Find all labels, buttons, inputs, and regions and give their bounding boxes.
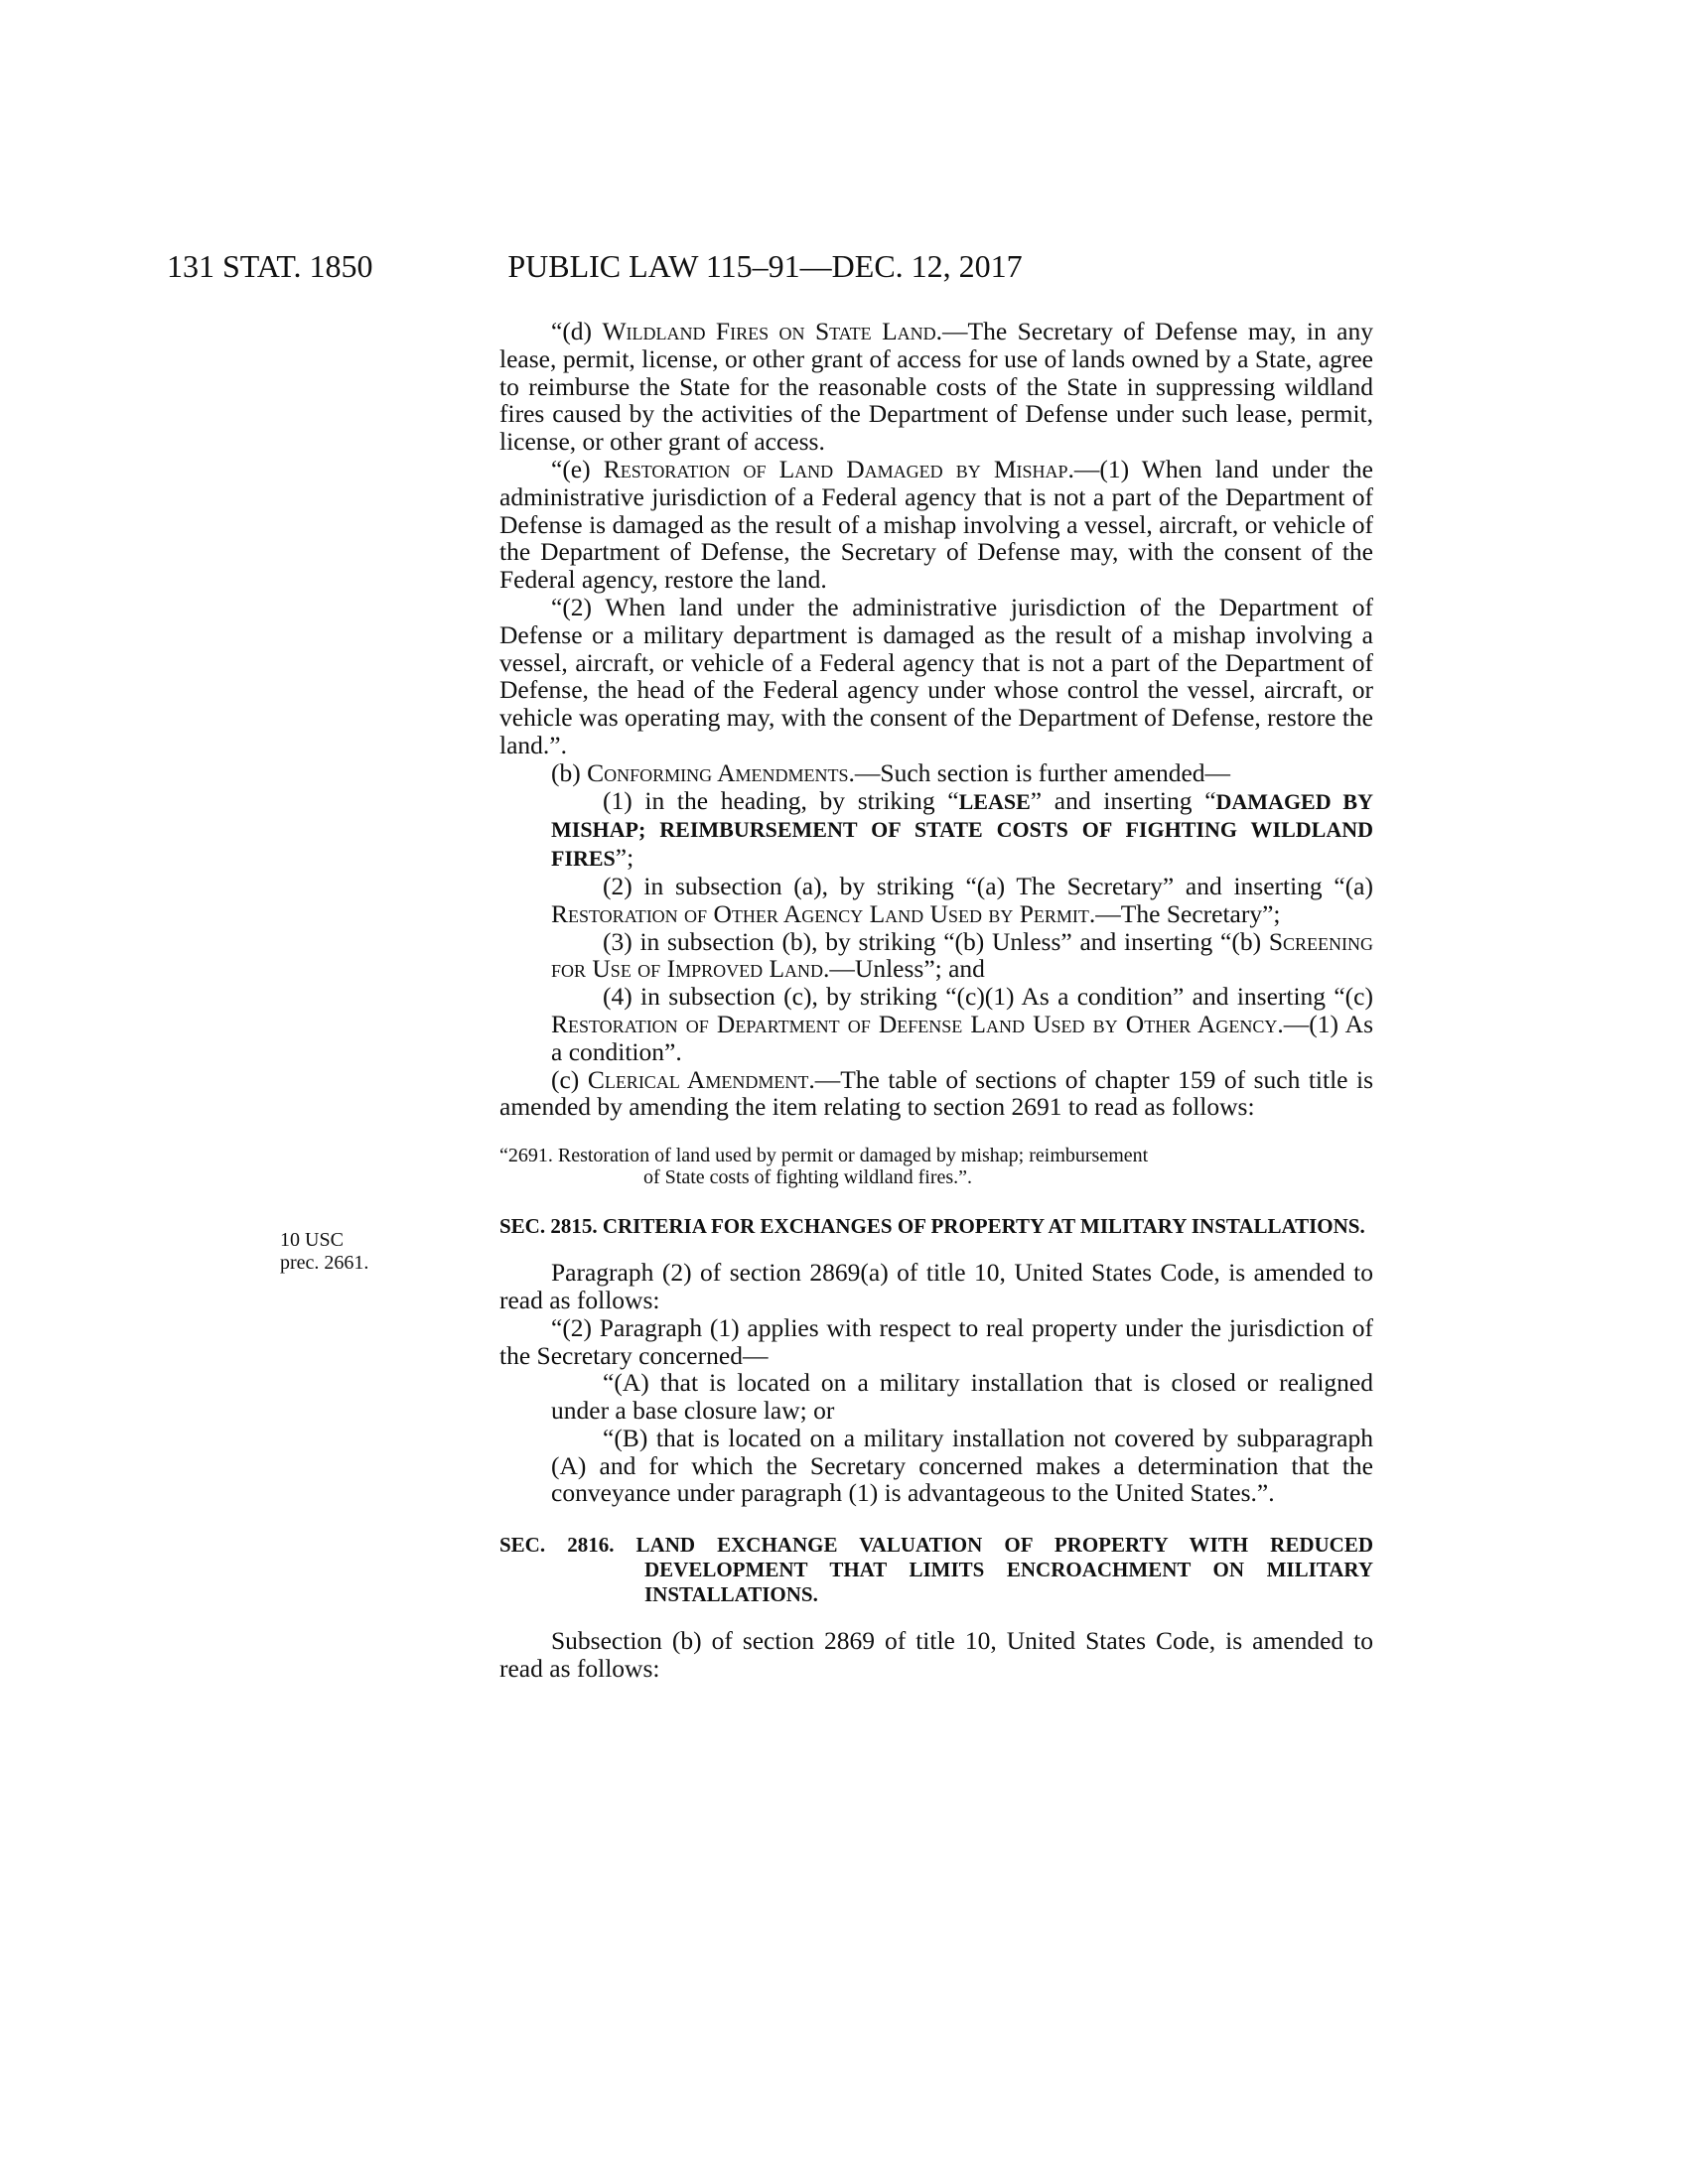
section-2815-text: Paragraph (2) of section 2869(a) of title 10, United States Code, is amended to read as follows:: [499, 1258, 1373, 1314]
section-2815-paragraph-2: “(2) Paragraph (1) applies with respect to real property under the jurisdiction of the Secretary concerned—: [499, 1312, 1373, 1370]
section-2815-heading: SEC. 2815. CRITERIA FOR EXCHANGES OF PROPERTY AT MILITARY INSTALLATIONS.: [499, 1214, 1365, 1239]
amendment-item-1: (1) in the heading, by striking “LEASE” and inserting “DAMAGED BY MISHAP; REIMBURSEMENT OF STATE COSTS OF FIGHTING WILDLAND FIRES”;: [551, 785, 1373, 873]
subsection-e: “(e) Restoration of Land Damaged by Mishap.—(1) When land under the administrative jurisdiction of a Federal agency that is not a part of the Department of Defense is damaged as the result of a mishap involving a vessel, aircraft, or vehicle of the Department of Defense, the Secretary of Defense may, with the consent of the Federal agency, restore the land.: [499, 454, 1374, 595]
margin-note-line-2: prec. 2661.: [280, 1252, 369, 1274]
amendment-item-2: (2) in subsection (a), by striking “(a) The Secretary” and inserting “(a) Restoration of Other Agency Land Used by Permit.—The Secretary”;: [551, 871, 1373, 928]
subsection-e-heading: Restoration of Land Damaged by Mishap.: [603, 454, 1074, 483]
subsection-d-heading: Wildland Fires on State Land.: [602, 317, 943, 345]
subsection-b-heading: Conforming Amendments.: [587, 757, 855, 787]
section-2815-subparagraph-b: “(B) that is located on a military installation not covered by subparagraph (A) and for which the Secretary concerned makes a determination that the conveyance under paragraph (1) is advantageous to the United States.”.: [551, 1423, 1373, 1508]
page-citation: 131 STAT. 1850: [167, 248, 373, 284]
margin-note: [280, 1229, 368, 1275]
running-title: PUBLIC LAW 115–91—DEC. 12, 2017: [507, 248, 1023, 284]
document-body: [499, 318, 1373, 1683]
subsection-d: “(d) Wildland Fires on State Land.—The Secretary of Defense may, in any lease, permit, license, or other grant of access for use of lands owned by a State, agree to reimburse the State for the reasonable costs of the State in suppressing wildland fires caused by the activities of the Department of Defense under such lease, permit, license, or other grant of access.: [499, 317, 1373, 457]
amendment-item-3: (3) in subsection (b), by striking “(b) Unless” and inserting “(b) Screening for Use of Improved Land.—Unless”; and: [551, 926, 1373, 984]
subsection-c: (c) Clerical Amendment.—The table of sections of chapter 159 of such title is amended by amending the item relating to section 2691 to read as follows:: [499, 1064, 1373, 1122]
amendment-item-4: (4) in subsection (c), by striking “(c)(1) As a condition” and inserting “(c) Restoration of Department of Defense Land Used by Other Agency.—(1) As a condition”.: [551, 982, 1374, 1066]
subsection-c-heading: Clerical Amendment.: [587, 1064, 815, 1094]
section-2816-heading: SEC. 2816. LAND EXCHANGE VALUATION OF PROPERTY WITH REDUCED DEVELOPMENT THAT LIMITS ENCROACHMENT ON MILITARY INSTALLATIONS.: [499, 1533, 1373, 1607]
subsection-b: (b) Conforming Amendments.—Such section is further amended—: [551, 757, 1231, 787]
toc-line-2: of State costs of fighting wildland fires.”.: [643, 1166, 973, 1189]
page-header: [167, 248, 1363, 288]
margin-note-line-1: 10 USC: [280, 1229, 344, 1251]
section-2816-text: Subsection (b) of section 2869 of title 10, United States Code, is amended to read as follows:: [499, 1626, 1373, 1684]
table-of-sections-entry: [499, 1145, 1373, 1188]
section-2815-subparagraph-a: “(A) that is located on a military installation that is closed or realigned under a base closure law; or: [551, 1368, 1373, 1426]
subsection-e-2: “(2) When land under the administrative jurisdiction of the Department of Defense or a military department is damaged as the result of a mishap involving a vessel, aircraft, or vehicle of a Federal agency that is not a part of the Department of Defense, the head of the Federal agency under whose control the vessel, aircraft, or vehicle was operating may, with the consent of the Department of Defense, restore the land.”.: [499, 592, 1373, 759]
toc-line-1: “2691. Restoration of land used by permit or damaged by mishap; reimbursement: [499, 1145, 1149, 1167]
